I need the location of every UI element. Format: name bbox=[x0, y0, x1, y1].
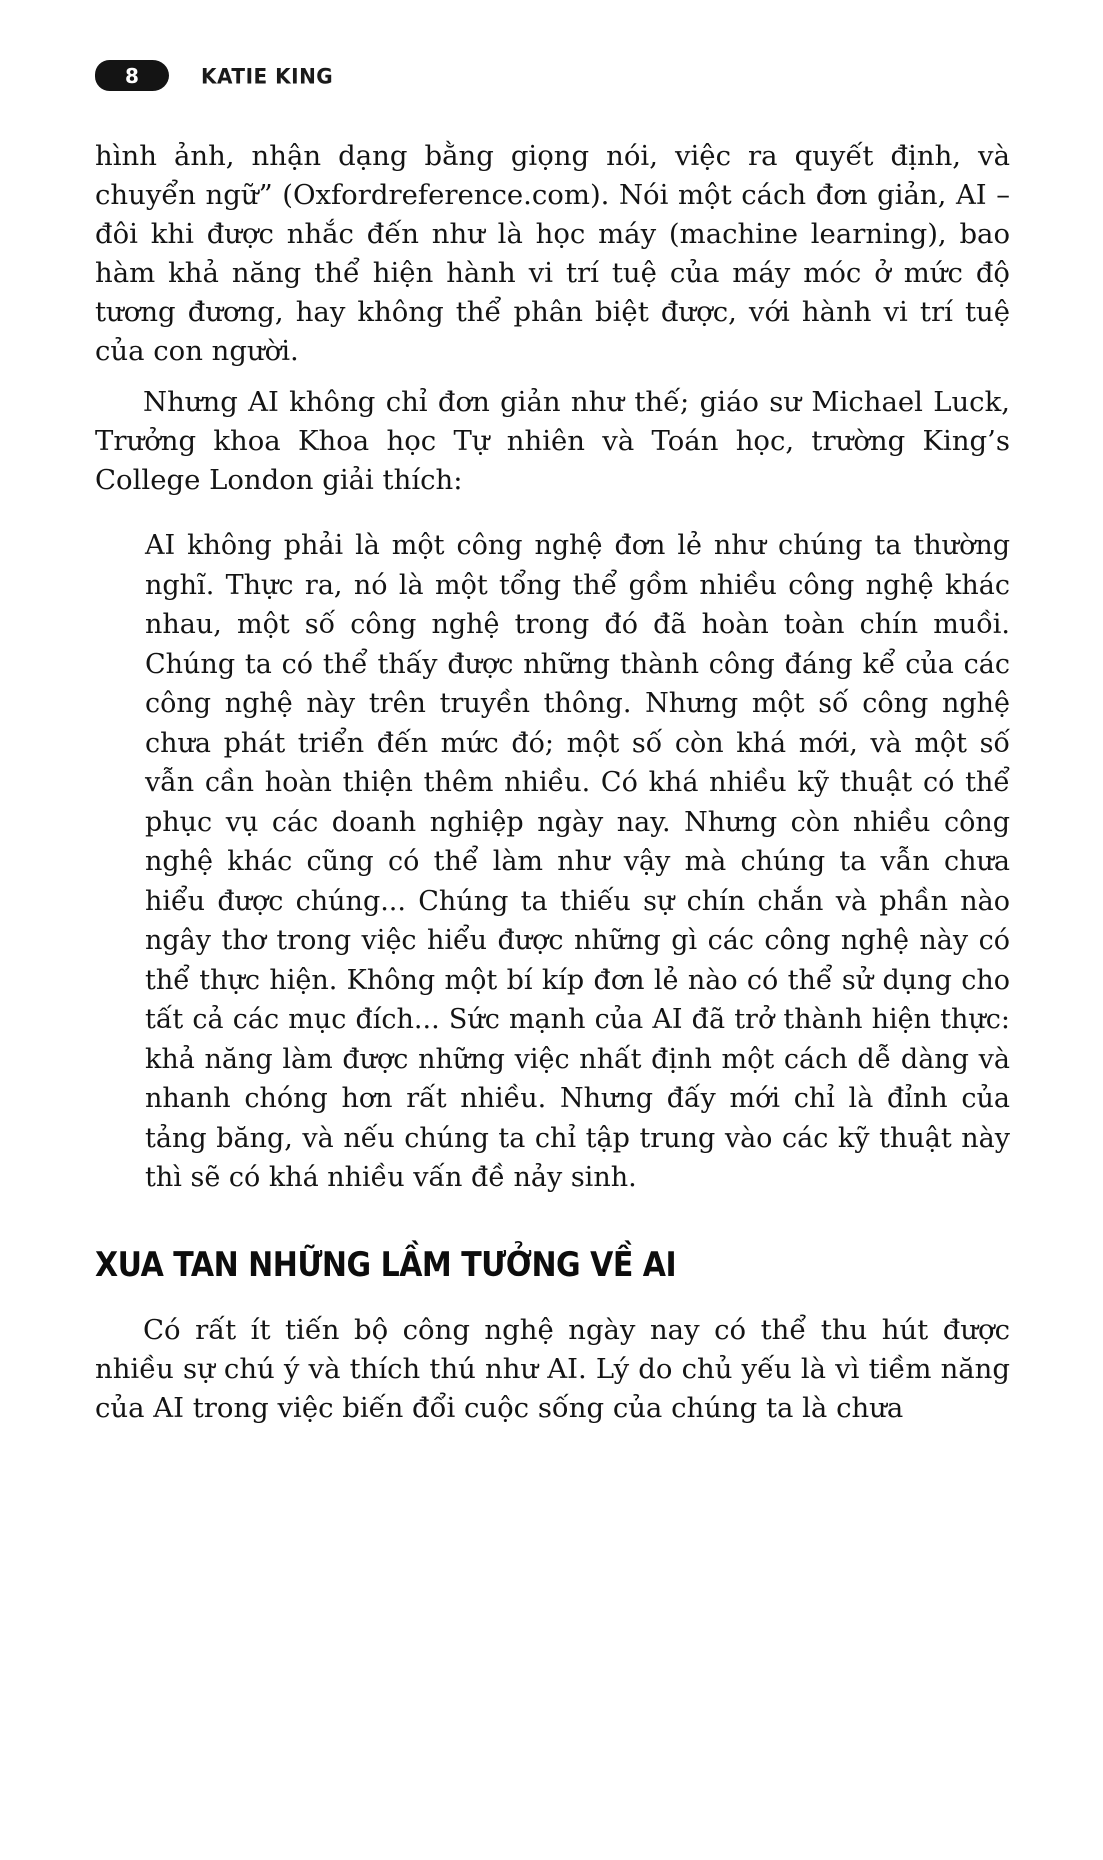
paragraph-section-start: Có rất ít tiến bộ công nghệ ngày nay có thể thu hút được nhiều sự chú ý và thích thú như AI. Lý do chủ yếu là vì tiềm năng của AI trong việc biến đổi cuộc sống của chúng ta là chưa bbox=[95, 1313, 1010, 1424]
page-number: 8 bbox=[125, 63, 139, 88]
running-header bbox=[95, 60, 1010, 91]
paragraph-continuation: hình ảnh, nhận dạng bằng giọng nói, việc ra quyết định, và chuyển ngữ” (Oxfordreference.com). Nói một cách đơn giản, AI – đôi khi được nhắc đến như là học máy (machine learning), bao hàm khả năng thể hiện hành vi trí tuệ của máy móc ở mức độ tương đương, hay không thể phân biệt được, với hành vi trí tuệ của con người. bbox=[95, 140, 1010, 367]
blockquote-michael-luck: AI không phải là một công nghệ đơn lẻ như chúng ta thường nghĩ. Thực ra, nó là một tổng thể gồm nhiều công nghệ khác nhau, một số công nghệ trong đó đã hoàn toàn chín muồi. Chúng ta có thể thấy được những thành công đáng kể của các công nghệ này trên truyền thông. Nhưng một số công nghệ chưa phát triển đến mức đó; một số còn khá mới, và một số vẫn cần hoàn thiện thêm nhiều. Có khá nhiều kỹ thuật có thể phục vụ các doanh nghiệp ngày nay. Nhưng còn nhiều công nghệ khác cũng có thể làm như vậy mà chúng ta vẫn chưa hiểu được chúng... Chúng ta thiếu sự chín chắn và phần nào ngây thơ trong việc hiểu được những gì các công nghệ này có thể thực hiện. Không một bí kíp đơn lẻ nào có thể sử dụng cho tất cả các mục đích... Sức mạnh của AI đã trở thành hiện thực: khả năng làm được những việc nhất định một cách dễ dàng và nhanh chóng hơn rất nhiều. Nhưng đấy mới chỉ là đỉnh của tảng băng, và nếu chúng ta chỉ tập trung vào các kỹ thuật này thì sẽ có khá nhiều vấn đề nảy sinh. bbox=[145, 530, 1010, 1193]
section-heading: XUA TAN NHỮNG LẦM TƯỞNG VỀ AI bbox=[95, 1245, 677, 1285]
page-body bbox=[95, 137, 1010, 1428]
running-head-author: KATIE KING bbox=[201, 62, 334, 89]
page-number-badge bbox=[95, 60, 169, 91]
paragraph-intro-quote: Nhưng AI không chỉ đơn giản như thế; giáo sư Michael Luck, Trưởng khoa Khoa học Tự nhiên và Toán học, trường King’s College London giải thích: bbox=[95, 386, 1010, 496]
